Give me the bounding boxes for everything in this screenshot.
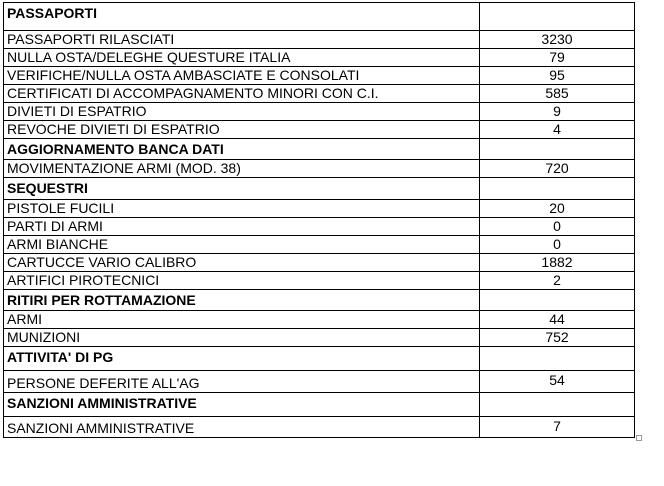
- row-value: 1882: [480, 254, 635, 272]
- section-title: RITIRI PER ROTTAMAZIONE: [4, 290, 480, 311]
- row-value: 3230: [480, 31, 635, 49]
- row-value: 720: [480, 160, 635, 178]
- table-row: [4, 67, 635, 85]
- table-row: [4, 31, 635, 49]
- row-value: 7: [480, 417, 635, 438]
- section-header-row: [4, 139, 635, 160]
- table-row: [4, 121, 635, 139]
- section-title: SANZIONI AMMINISTRATIVE: [4, 393, 480, 417]
- section-title: SEQUESTRI: [4, 178, 480, 200]
- row-label: PASSAPORTI RILASCIATI: [4, 31, 480, 49]
- section-title: PASSAPORTI: [4, 3, 480, 31]
- row-value: 2: [480, 272, 635, 290]
- table-row: [4, 160, 635, 178]
- row-value: 20: [480, 200, 635, 218]
- section-value-cell: [480, 178, 635, 200]
- row-label: SANZIONI AMMINISTRATIVE: [4, 417, 480, 438]
- row-value: 0: [480, 236, 635, 254]
- row-value: 9: [480, 103, 635, 121]
- section-header-row: [4, 178, 635, 200]
- row-label: MOVIMENTAZIONE ARMI (MOD. 38): [4, 160, 480, 178]
- row-value: 79: [480, 49, 635, 67]
- table-row: [4, 254, 635, 272]
- section-header-row: [4, 3, 635, 31]
- table-row: [4, 200, 635, 218]
- row-value: 44: [480, 311, 635, 329]
- row-label: CARTUCCE VARIO CALIBRO: [4, 254, 480, 272]
- row-value: 54: [480, 371, 635, 393]
- row-value: 0: [480, 218, 635, 236]
- row-label: PISTOLE FUCILI: [4, 200, 480, 218]
- table-row: [4, 417, 635, 438]
- section-value-cell: [480, 139, 635, 160]
- table-row: [4, 103, 635, 121]
- row-value: 585: [480, 85, 635, 103]
- section-header-row: [4, 347, 635, 371]
- row-label: DIVIETI DI ESPATRIO: [4, 103, 480, 121]
- section-value-cell: [480, 290, 635, 311]
- section-value-cell: [480, 347, 635, 371]
- row-label: PARTI DI ARMI: [4, 218, 480, 236]
- statistics-table: [3, 2, 635, 438]
- section-header-row: [4, 290, 635, 311]
- row-label: ARMI: [4, 311, 480, 329]
- row-value: 95: [480, 67, 635, 85]
- section-header-row: [4, 393, 635, 417]
- row-value: 752: [480, 329, 635, 347]
- row-label: CERTIFICATI DI ACCOMPAGNAMENTO MINORI CON C.I.: [4, 85, 480, 103]
- table-row: [4, 85, 635, 103]
- table-row: [4, 236, 635, 254]
- row-label: PERSONE DEFERITE ALL'AG: [4, 371, 480, 393]
- row-label: REVOCHE DIVIETI DI ESPATRIO: [4, 121, 480, 139]
- table-row: [4, 329, 635, 347]
- section-title: AGGIORNAMENTO BANCA DATI: [4, 139, 480, 160]
- section-title: ATTIVITA' DI PG: [4, 347, 480, 371]
- table-resize-handle[interactable]: [636, 435, 642, 441]
- table-row: [4, 49, 635, 67]
- row-label: ARMI BIANCHE: [4, 236, 480, 254]
- table-row: [4, 218, 635, 236]
- section-value-cell: [480, 393, 635, 417]
- row-label: MUNIZIONI: [4, 329, 480, 347]
- table-row: [4, 311, 635, 329]
- table-row: [4, 272, 635, 290]
- row-label: VERIFICHE/NULLA OSTA AMBASCIATE E CONSOLATI: [4, 67, 480, 85]
- section-value-cell: [480, 3, 635, 31]
- table-row: [4, 371, 635, 393]
- row-label: NULLA OSTA/DELEGHE QUESTURE ITALIA: [4, 49, 480, 67]
- row-label: ARTIFICI PIROTECNICI: [4, 272, 480, 290]
- row-value: 4: [480, 121, 635, 139]
